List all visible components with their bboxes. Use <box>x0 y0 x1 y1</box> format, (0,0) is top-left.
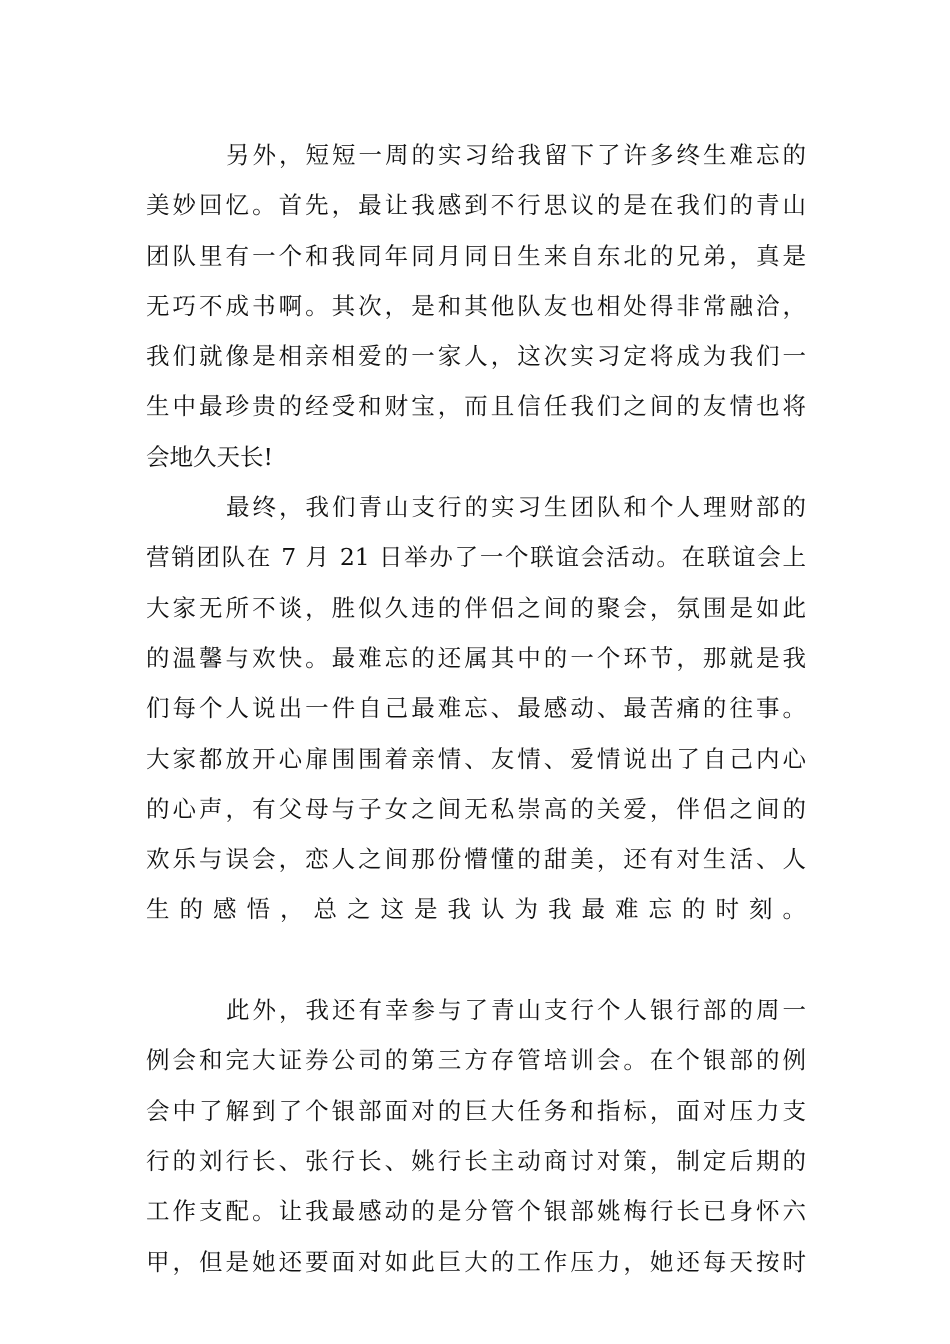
paragraph-line <box>146 935 806 985</box>
paragraph <box>146 130 806 482</box>
paragraph-line: 最终，我们青山支行的实习生团队和个人理财部的 <box>226 493 806 522</box>
paragraph-line: 例会和完大证券公司的第三方存管培训会。在个银部的例 <box>146 1046 806 1075</box>
paragraph-line: 生的感悟，总之这是我认为我最难忘的时刻。 <box>146 895 806 924</box>
paragraph-line: 大家无所不谈，胜似久违的伴侣之间的聚会，氛围是如此 <box>146 593 806 622</box>
paragraph-line: 工作支配。让我最感动的是分管个银部姚梅行长已身怀六 <box>146 1197 806 1226</box>
paragraph-line: 会中了解到了个银部面对的巨大任务和指标，面对压力支 <box>146 1096 806 1125</box>
paragraph-line: 另外，短短一周的实习给我留下了许多终生难忘的 <box>226 141 806 169</box>
paragraph-line: 团队里有一个和我同年同月同日生来自东北的兄弟，真是 <box>146 241 806 270</box>
paragraph-line: 行的刘行长、张行长、姚行长主动商讨对策，制定后期的 <box>146 1146 806 1175</box>
paragraph <box>146 985 806 1287</box>
paragraph-line: 我们就像是相亲相爱的一家人，这次实习定将成为我们一 <box>146 342 806 371</box>
paragraph-line: 会地久天长! <box>146 442 273 471</box>
paragraph-line: 甲，但是她还要面对如此巨大的工作压力，她还每天按时 <box>146 1247 806 1276</box>
paragraph <box>146 482 806 985</box>
paragraph-line: 欢乐与误会，恋人之间那份懵懂的甜美，还有对生活、人 <box>146 845 806 874</box>
document-body <box>146 130 806 1287</box>
paragraph-line: 美妙回忆。首先，最让我感到不行思议的是在我们的青山 <box>146 191 806 220</box>
paragraph-line: 生中最珍贵的经受和财宝，而且信任我们之间的友情也将 <box>146 392 806 421</box>
paragraph-line: 的心声，有父母与子女之间无私崇高的关爱，伴侣之间的 <box>146 794 806 823</box>
paragraph-line: 营销团队在 7 月 21 日举办了一个联谊会活动。在联谊会上 <box>146 543 806 572</box>
paragraph-line: 的温馨与欢快。最难忘的还属其中的一个环节，那就是我 <box>146 643 806 672</box>
paragraph-line: 此外，我还有幸参与了青山支行个人银行部的周一 <box>226 996 806 1025</box>
paragraph-line: 无巧不成书啊。其次，是和其他队友也相处得非常融洽， <box>146 291 806 320</box>
paragraph-line: 大家都放开心扉围围着亲情、友情、爱情说出了自己内心 <box>146 744 806 773</box>
paragraph-line: 们每个人说出一件自己最难忘、最感动、最苦痛的往事。 <box>146 694 806 723</box>
